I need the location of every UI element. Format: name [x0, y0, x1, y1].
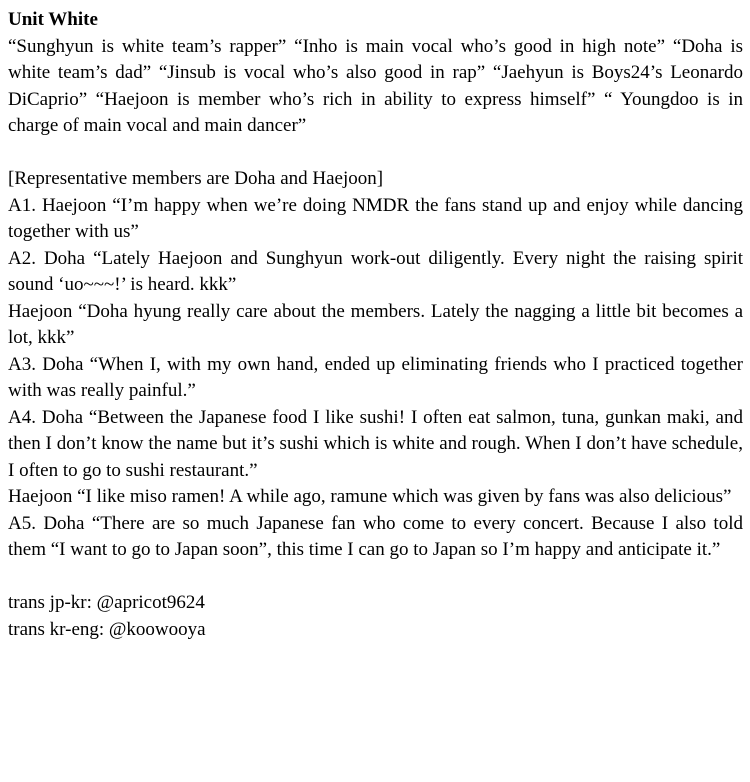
answer-a2-haejoon: Haejoon “Doha hyung really care about the members. Lately the nagging a little bit becomes a lot, kkk” [8, 300, 743, 348]
representatives-line: [Representative members are Doha and Haejoon] [8, 168, 384, 189]
answer-a1: A1. Haejoon “I’m happy when we’re doing NMDR the fans stand up and enjoy while dancing together with us” [8, 194, 743, 242]
credit-kr-eng: trans kr-eng: @koowooya [8, 618, 206, 640]
answer-a5: A5. Doha “There are so much Japanese fan who come to every concert. Because I also told them “I want to go to Japan soon”, this time I can go to Japan so I’m happy and anticipate it.” [8, 512, 743, 560]
spacer [8, 140, 743, 167]
credit-jp-kr: trans jp-kr: @apricot9624 [8, 592, 205, 613]
answer-a2-doha: A2. Doha “Lately Haejoon and Sunghyun work-out diligently. Every night the raising spirit sound ‘uo~~~!’ is heard. kkk” [8, 247, 743, 295]
document-title: Unit White [8, 9, 98, 30]
spacer [8, 564, 743, 591]
document-body [8, 7, 743, 643]
answer-a4-haejoon: Haejoon “I like miso ramen! A while ago, ramune which was given by fans was also delicious” [8, 486, 732, 507]
answer-a4-doha: A4. Doha “Between the Japanese food I like sushi! I often eat salmon, tuna, gunkan maki, and then I don’t know the name but it’s sushi which is white and rough. When I don’t have schedule, I often to go to sushi restaurant.” [8, 406, 743, 481]
answer-a3: A3. Doha “When I, with my own hand, ended up eliminating friends who I practiced together with was really painful.” [8, 353, 743, 401]
intro-paragraph: “Sunghyun is white team’s rapper” “Inho is main vocal who’s good in high note” “Doha is white team’s dad” “Jinsub is vocal who’s also good in rap” “Jaehyun is Boys24’s Leonardo DiCaprio” “Haejoon is member who’s rich in ability to express himself” “ Youngdoo is in charge of main vocal and main dancer” [8, 35, 743, 136]
